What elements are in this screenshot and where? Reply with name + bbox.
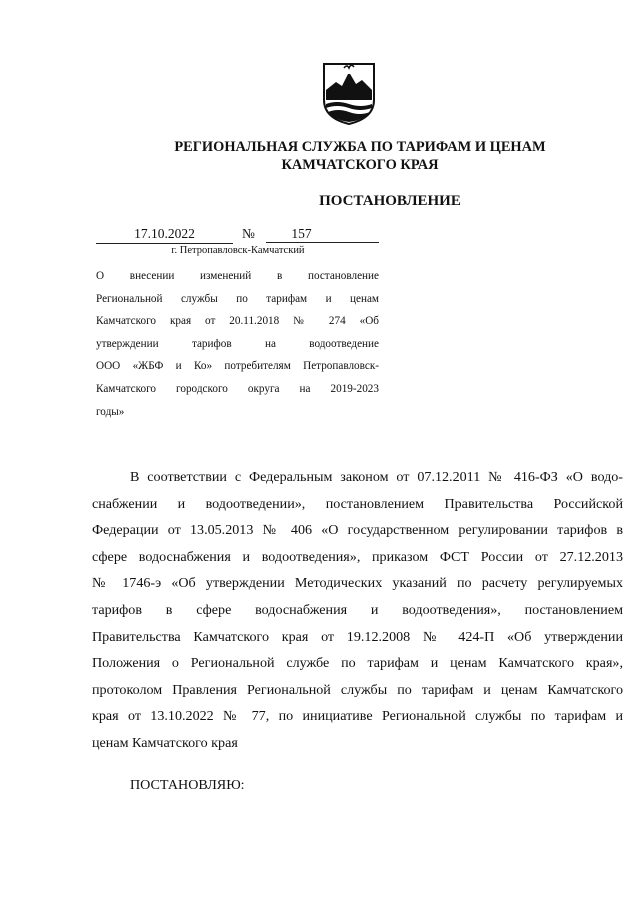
- body-line: сфере водоснабжения и водоотведения», приказом ФСТ России от 27.12.2013: [92, 548, 623, 565]
- kamchatka-coat-of-arms-icon: [320, 60, 378, 126]
- agency-name-line-1: РЕГИОНАЛЬНАЯ СЛУЖБА ПО ТАРИФАМ И ЦЕНАМ: [174, 139, 546, 155]
- subject-line: годы»: [96, 405, 125, 418]
- document-type: ПОСТАНОВЛЕНИЕ: [319, 193, 461, 209]
- body-line: Положения о Региональной службе по тарифам и ценам Камчатского края»,: [92, 655, 623, 672]
- city-name: г. Петропавловск-Камчатский: [171, 245, 305, 256]
- body-line: снабжении и водоотведении», постановлением Правительства Российской: [92, 495, 623, 512]
- registration-number: 157: [266, 226, 379, 243]
- agency-name: [60, 138, 640, 174]
- registration-date: 17.10.2022: [96, 226, 233, 244]
- body-line: края от 13.10.2022 № 77, по инициативе Региональной службы по тарифам и: [92, 708, 623, 725]
- body-line: В соответствии с Федеральным законом от 07.12.2011 № 416-ФЗ «О водо-: [130, 469, 623, 485]
- body-line: Федерации от 13.05.2013 № 406 «О государственном регулировании тарифов в: [92, 522, 623, 539]
- body-line: тарифов в сфере водоснабжения и водоотведения», постановлением: [92, 601, 623, 618]
- agency-name-line-2: КАМЧАТСКОГО КРАЯ: [281, 157, 439, 173]
- subject-line: Камчатского края от 20.11.2018 № 274 «Об: [96, 315, 379, 328]
- body-line: протоколом Правления Региональной службы по тарифам и ценам Камчатского: [92, 681, 623, 698]
- body-line: Правительства Камчатского края от 19.12.2008 № 424-П «Об утверждении: [92, 628, 623, 645]
- body-line: ценам Камчатского края: [92, 734, 238, 751]
- resolve-heading: ПОСТАНОВЛЯЮ:: [130, 777, 245, 793]
- preamble-paragraph: [92, 464, 623, 757]
- subject-line: О внесении изменений в постановление: [96, 270, 379, 282]
- document-subject: [96, 265, 379, 423]
- body-line: № 1746-э «Об утверждении Методических указаний по расчету регулируемых: [92, 575, 623, 592]
- subject-line: Камчатского городского округа на 2019-2023: [96, 382, 379, 395]
- subject-line: ООО «ЖБФ и Ко» потребителям Петропавловск-: [96, 360, 379, 373]
- number-sign: №: [242, 226, 255, 241]
- subject-line: Региональной службы по тарифам и ценам: [96, 292, 379, 305]
- subject-line: утверждении тарифов на водоотведение: [96, 337, 379, 350]
